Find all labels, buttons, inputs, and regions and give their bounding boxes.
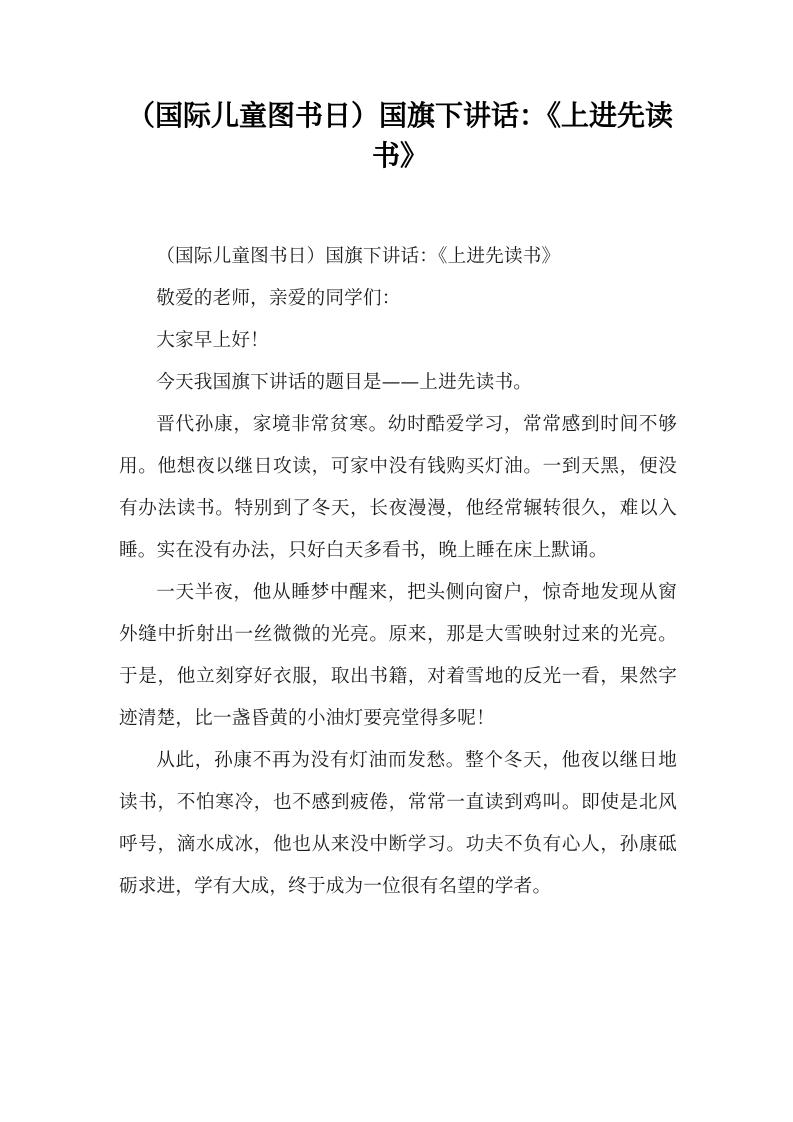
document-title: （国际儿童图书日）国旗下讲话：《上进先读书》 [126,99,673,172]
paragraph-story-1: 晋代孙康，家境非常贫寒。幼时酷爱学习，常常感到时间不够用。他想夜以继日攻读，可家中没有钱购买灯油。一到天黑，便没有办法读书。特别到了冬天，长夜漫漫，他经常辗转很久，难以入睡。实在没有办法，只好白天多看书，晚上睡在床上默诵。 [119,414,677,561]
paragraph-story-3: 从此，孙康不再为没有灯油而发愁。整个冬天，他夜以继日地读书，不怕寒冷，也不感到疲倦，常常一直读到鸡叫。即使是北风呼号，滴水成冰，他也从来没中断学习。功夫不负有心人，孙康砥砺求进，学有大成，终于成为一位很有名望的学者。 [119,750,677,897]
paragraph-subtitle: （国际儿童图书日）国旗下讲话：《上进先读书》 [156,246,561,267]
paragraph-topic: 今天我国旗下讲话的题目是——上进先读书。 [156,372,533,393]
paragraph-story-2: 一天半夜，他从睡梦中醒来，把头侧向窗户，惊奇地发现从窗外缝中折射出一丝微微的光亮。原来，那是大雪映射过来的光亮。于是，他立刻穿好衣服，取出书籍，对着雪地的反光一看，果然字迹清楚，比一盏昏黄的小油灯要亮堂得多呢！ [119,582,677,729]
paragraph-salutation: 敬爱的老师，亲爱的同学们： [156,288,401,309]
paragraph-greeting: 大家早上好！ [156,330,269,351]
document-body [119,236,677,908]
